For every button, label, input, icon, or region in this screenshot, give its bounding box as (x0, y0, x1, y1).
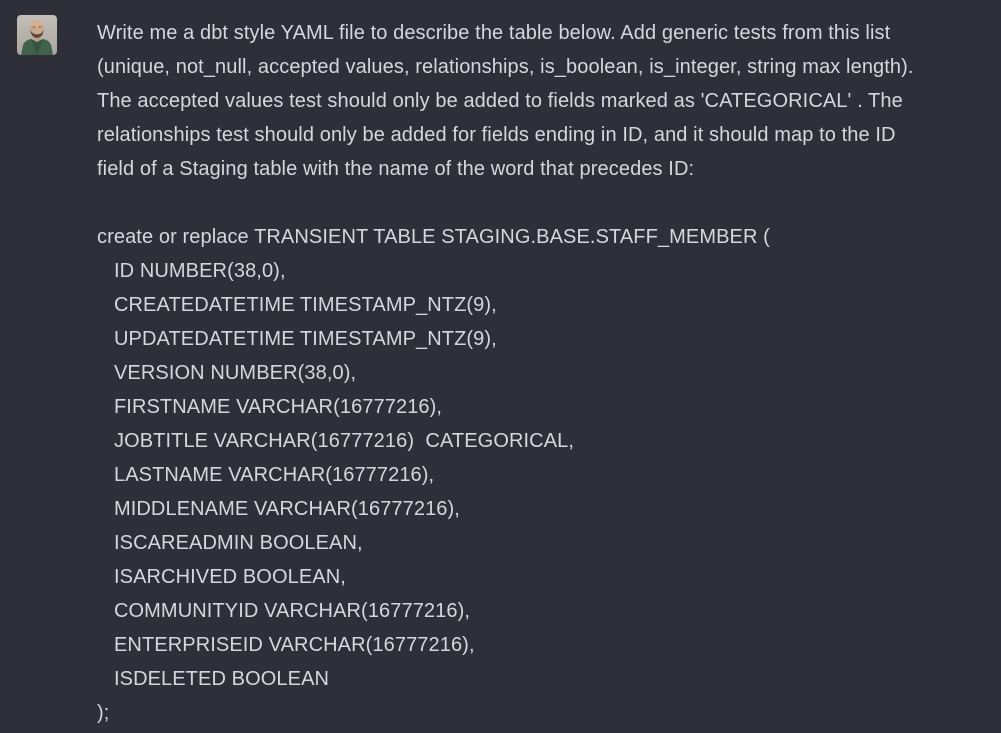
sql-line: COMMUNITYID VARCHAR(16777216), (97, 600, 471, 622)
sql-line: create or replace TRANSIENT TABLE STAGING.BASE.STAFF_MEMBER ( (97, 226, 770, 248)
paragraph-line: The accepted values test should only be added to fields marked as 'CATEGORICAL' . The (97, 90, 903, 112)
sql-line: FIRSTNAME VARCHAR(16777216), (97, 396, 443, 418)
user-avatar (17, 15, 57, 55)
sql-line: ID NUMBER(38,0), (97, 260, 286, 282)
sql-line: ISARCHIVED BOOLEAN, (97, 566, 346, 588)
paragraph-line: (unique, not_null, accepted values, relationships, is_boolean, is_integer, string max length). (97, 56, 914, 78)
sql-line: VERSION NUMBER(38,0), (97, 362, 357, 384)
paragraph-line: relationships test should only be added for fields ending in ID, and it should map to the ID (97, 124, 896, 146)
prompt-paragraph (97, 16, 914, 186)
sql-line: JOBTITLE VARCHAR(16777216) CATEGORICAL, (97, 430, 575, 452)
sql-line: ISDELETED BOOLEAN (97, 668, 330, 690)
sql-line: ENTERPRISEID VARCHAR(16777216), (97, 634, 475, 656)
paragraph-line: Write me a dbt style YAML file to describe the table below. Add generic tests from this list (97, 22, 891, 44)
sql-line: MIDDLENAME VARCHAR(16777216), (97, 498, 460, 520)
sql-line: UPDATEDATETIME TIMESTAMP_NTZ(9), (97, 328, 497, 350)
sql-line: ); (97, 702, 110, 724)
paragraph-line: field of a Staging table with the name of the word that precedes ID: (97, 158, 695, 180)
sql-line: CREATEDATETIME TIMESTAMP_NTZ(9), (97, 294, 497, 316)
sql-line: LASTNAME VARCHAR(16777216), (97, 464, 435, 486)
sql-ddl-statement (97, 220, 914, 730)
sql-line: ISCAREADMIN BOOLEAN, (97, 532, 363, 554)
message-content (97, 15, 914, 730)
user-photo-icon (17, 15, 57, 55)
